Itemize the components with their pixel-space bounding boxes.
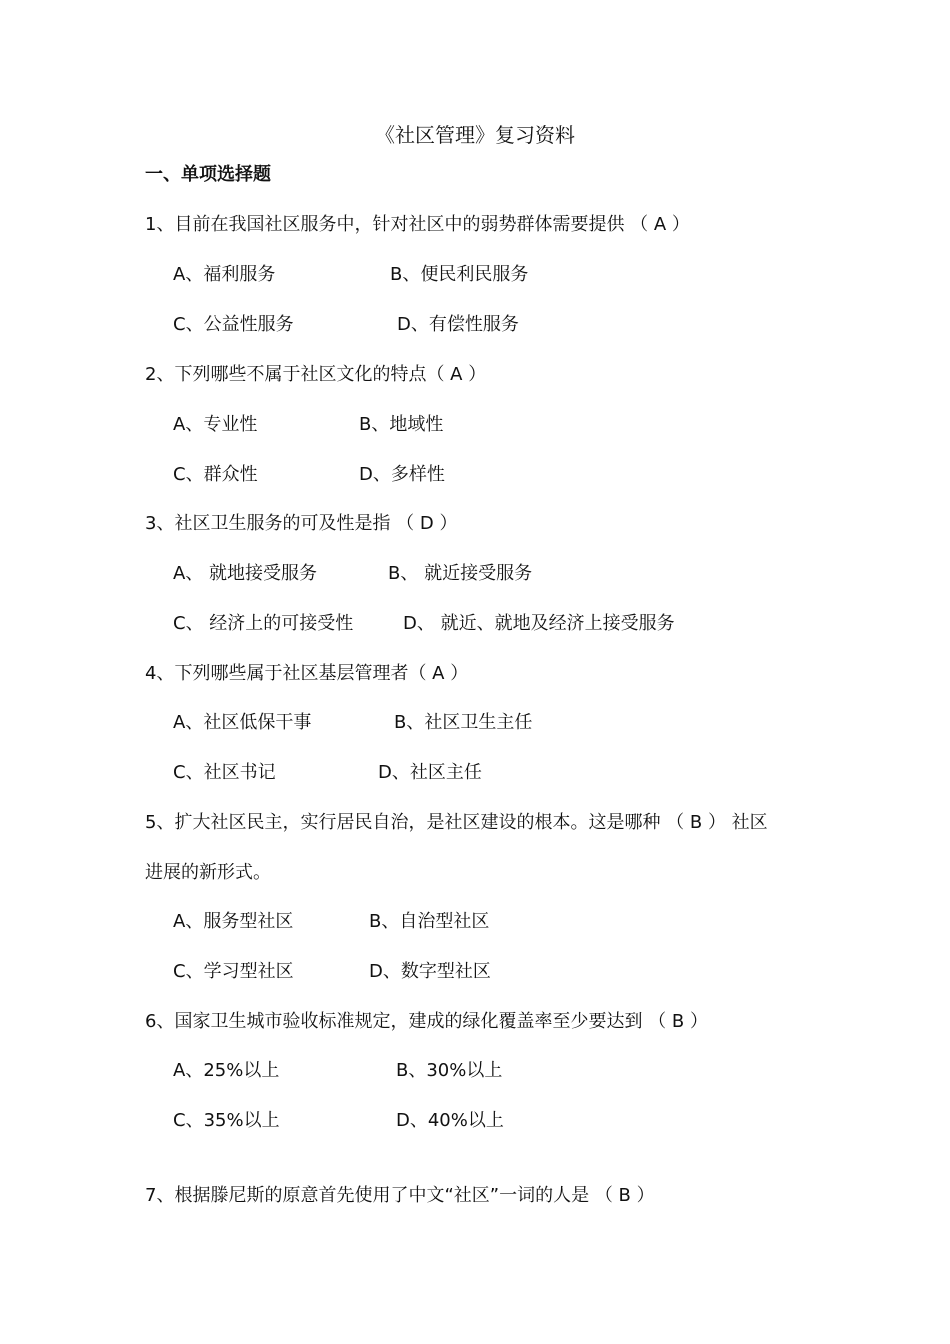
question-5-option-a: A、服务型社区 [173, 911, 294, 932]
question-2-option-d: D、多样性 [359, 464, 445, 485]
question-3-option-a: A、 就地接受服务 [173, 563, 318, 584]
question-6-option-a: A、25%以上 [173, 1060, 280, 1081]
question-4-option-d: D、社区主任 [378, 762, 482, 783]
question-2-option-c: C、群众性 [173, 464, 258, 485]
question-3: 3、社区卫生服务的可及性是指 （ D ） [145, 513, 458, 534]
question-3-option-d: D、 就近、就地及经济上接受服务 [403, 613, 675, 634]
question-7: 7、根据滕尼斯的原意首先使用了中文“社区”一词的人是 （ B ） [145, 1185, 655, 1206]
question-6-option-b: B、30%以上 [396, 1060, 503, 1081]
question-5-continuation: 进展的新形式。 [145, 862, 271, 883]
question-4-option-c: C、社区书记 [173, 762, 276, 783]
question-5-option-c: C、学习型社区 [173, 961, 294, 982]
question-6-option-c: C、35%以上 [173, 1110, 280, 1131]
question-4-option-a: A、社区低保干事 [173, 712, 312, 733]
question-3-option-b: B、 就近接受服务 [388, 563, 533, 584]
question-2-option-a: A、专业性 [173, 414, 258, 435]
question-1-option-c: C、公益性服务 [173, 314, 294, 335]
question-4-option-b: B、社区卫生主任 [394, 712, 533, 733]
section-heading: 一、单项选择题 [145, 164, 271, 185]
question-1-option-d: D、有偿性服务 [397, 314, 519, 335]
question-6-option-d: D、40%以上 [396, 1110, 504, 1131]
question-6: 6、国家卫生城市验收标准规定，建成的绿化覆盖率至少要达到 （ B ） [145, 1011, 708, 1032]
question-1-option-b: B、便民利民服务 [390, 264, 529, 285]
document-title: 《社区管理》复习资料 [375, 123, 575, 147]
question-5-option-b: B、自治型社区 [369, 911, 490, 932]
question-1: 1、目前在我国社区服务中，针对社区中的弱势群体需要提供 （ A ） [145, 214, 690, 235]
question-2: 2、下列哪些不属于社区文化的特点（ A ） [145, 364, 487, 385]
question-5-option-d: D、数字型社区 [369, 961, 491, 982]
question-2-option-b: B、地域性 [359, 414, 444, 435]
question-1-option-a: A、福利服务 [173, 264, 276, 285]
question-3-option-c: C、 经济上的可接受性 [173, 613, 354, 634]
question-5: 5、扩大社区民主，实行居民自治，是社区建设的根本。这是哪种 （ B ） 社区 [145, 812, 768, 833]
question-4: 4、下列哪些属于社区基层管理者（ A ） [145, 663, 469, 684]
